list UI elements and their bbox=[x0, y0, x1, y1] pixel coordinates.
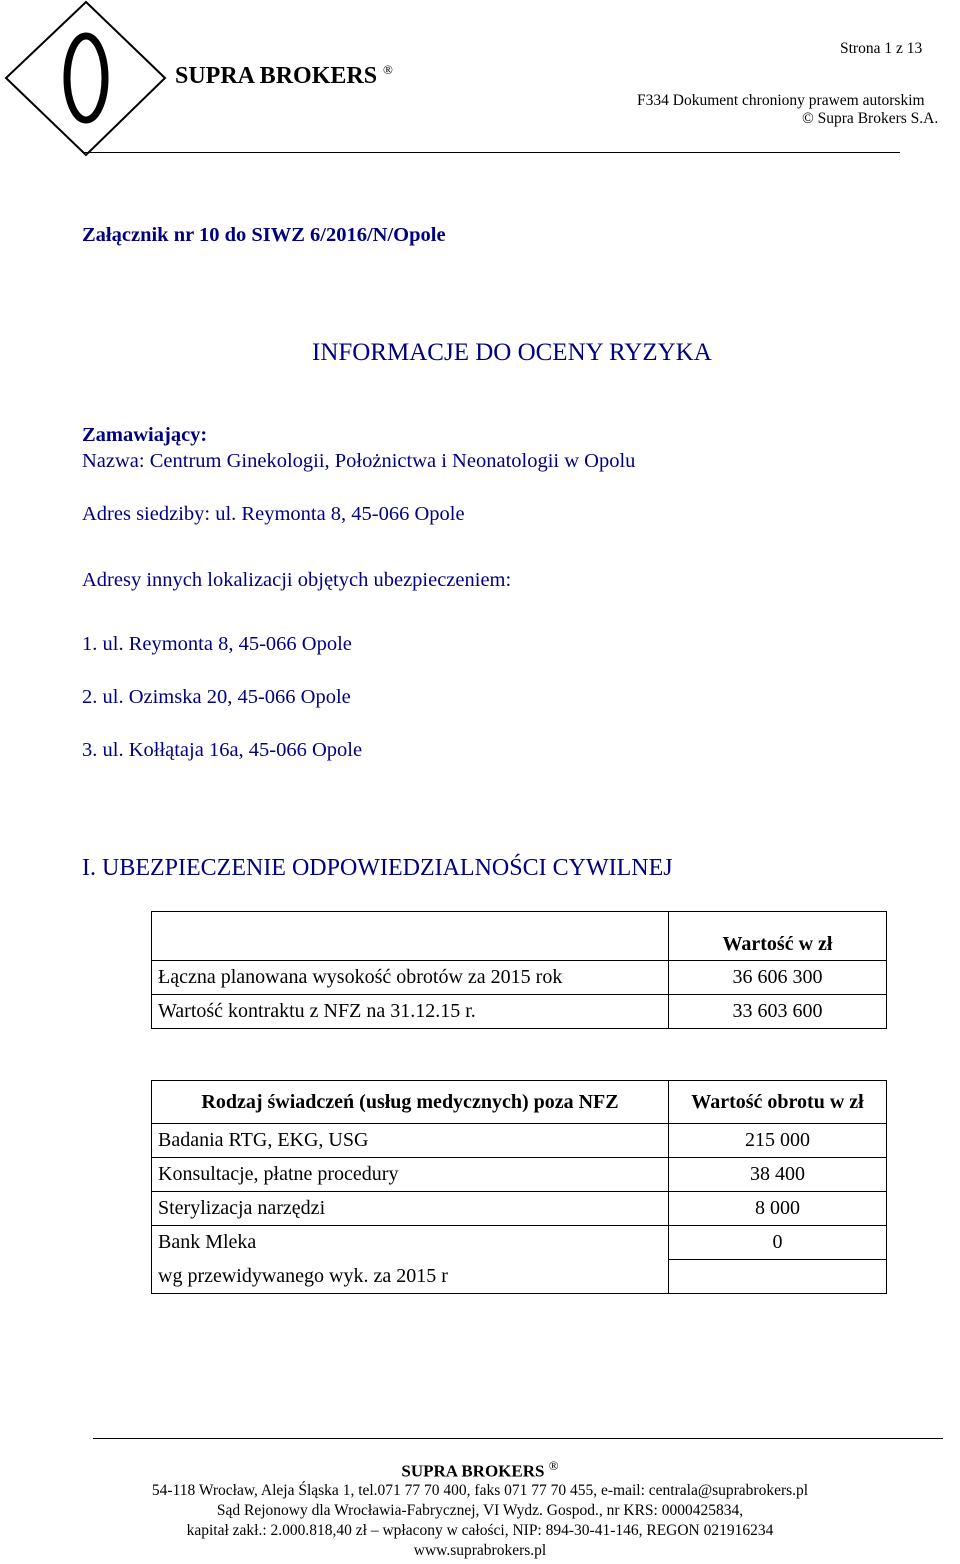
locations-label: Adresy innych lokalizacji objętych ubezpieczeniem: bbox=[82, 569, 512, 591]
row-label: Sterylizacja narzędzi bbox=[152, 1192, 669, 1226]
table-header-row bbox=[152, 912, 887, 961]
table-header-value: Wartość w zł bbox=[669, 912, 887, 961]
attachment-title: Załącznik nr 10 do SIWZ 6/2016/N/Opole bbox=[82, 224, 446, 246]
table-header-value: Wartość obrotu w zł bbox=[669, 1081, 887, 1124]
footer-divider bbox=[93, 1438, 943, 1439]
section-title: I. UBEZPIECZENIE ODPOWIEDZIALNOŚCI CYWILNEJ bbox=[82, 855, 673, 881]
row-value: 33 603 600 bbox=[669, 995, 887, 1029]
row-label: Bank Mleka bbox=[152, 1226, 669, 1260]
row-value: 38 400 bbox=[669, 1158, 887, 1192]
location-item: 1. ul. Reymonta 8, 45-066 Opole bbox=[82, 633, 352, 655]
table-row bbox=[152, 1192, 887, 1226]
client-address: Adres siedziby: ul. Reymonta 8, 45-066 Opole bbox=[82, 503, 465, 525]
supra-brokers-logo bbox=[0, 0, 170, 160]
footer-capital: kapitał zakł.: 2.000.818,40 zł – wpłacony w całości, NIP: 894-30-41-146, REGON 021916234 bbox=[186, 1522, 774, 1539]
row-value: 215 000 bbox=[669, 1124, 887, 1158]
row-value: 36 606 300 bbox=[669, 961, 887, 995]
row-label: Konsultacje, płatne procedury bbox=[152, 1158, 669, 1192]
header-divider bbox=[82, 152, 900, 153]
location-item: 3. ul. Kołłątaja 16a, 45-066 Opole bbox=[82, 739, 363, 761]
table-row bbox=[152, 1158, 887, 1192]
row-value bbox=[669, 1260, 887, 1294]
row-label: Badania RTG, EKG, USG bbox=[152, 1124, 669, 1158]
location-item: 2. ul. Ozimska 20, 45-066 Opole bbox=[82, 686, 351, 708]
footer-brand: SUPRA BROKERS ® bbox=[401, 1458, 559, 1481]
table-row bbox=[152, 1124, 887, 1158]
page-indicator: Strona 1 z 13 bbox=[840, 40, 923, 57]
table-row bbox=[152, 1226, 887, 1260]
table-header-row bbox=[152, 1081, 887, 1124]
table-header-empty-cell bbox=[152, 912, 669, 961]
row-label: Łączna planowana wysokość obrotów za 2015 rok bbox=[152, 961, 669, 995]
footer-court-registration: Sąd Rejonowy dla Wrocławia-Fabrycznej, VI Wydz. Gospod., nr KRS: 0000425834, bbox=[216, 1502, 744, 1519]
table-row bbox=[152, 1260, 887, 1294]
row-label: wg przewidywanego wyk. za 2015 r bbox=[152, 1260, 669, 1294]
client-name: Nazwa: Centrum Ginekologii, Położnictwa i Neonatologii w Opolu bbox=[82, 450, 636, 472]
footer-website: www.suprabrokers.pl bbox=[413, 1542, 547, 1559]
turnover-table bbox=[151, 911, 887, 1029]
footer-address: 54-118 Wrocław, Aleja Śląska 1, tel.071 77 70 400, faks 071 77 70 455, e-mail: centrala@suprabrokers.pl bbox=[151, 1482, 809, 1499]
table-header-label: Rodzaj świadczeń (usług medycznych) poza NFZ bbox=[152, 1081, 669, 1124]
header-brand: SUPRA BROKERS ® bbox=[175, 62, 393, 89]
row-value: 8 000 bbox=[669, 1192, 887, 1226]
table-row bbox=[152, 961, 887, 995]
client-label: Zamawiający: bbox=[82, 424, 208, 446]
row-value: 0 bbox=[669, 1226, 887, 1260]
services-table bbox=[151, 1080, 887, 1294]
table-row bbox=[152, 995, 887, 1029]
document-code: F334 Dokument chroniony prawem autorskim bbox=[637, 92, 925, 109]
copyright-line: © Supra Brokers S.A. bbox=[802, 110, 939, 127]
main-title: INFORMACJE DO OCENY RYZYKA bbox=[312, 339, 712, 366]
row-label: Wartość kontraktu z NFZ na 31.12.15 r. bbox=[152, 995, 669, 1029]
